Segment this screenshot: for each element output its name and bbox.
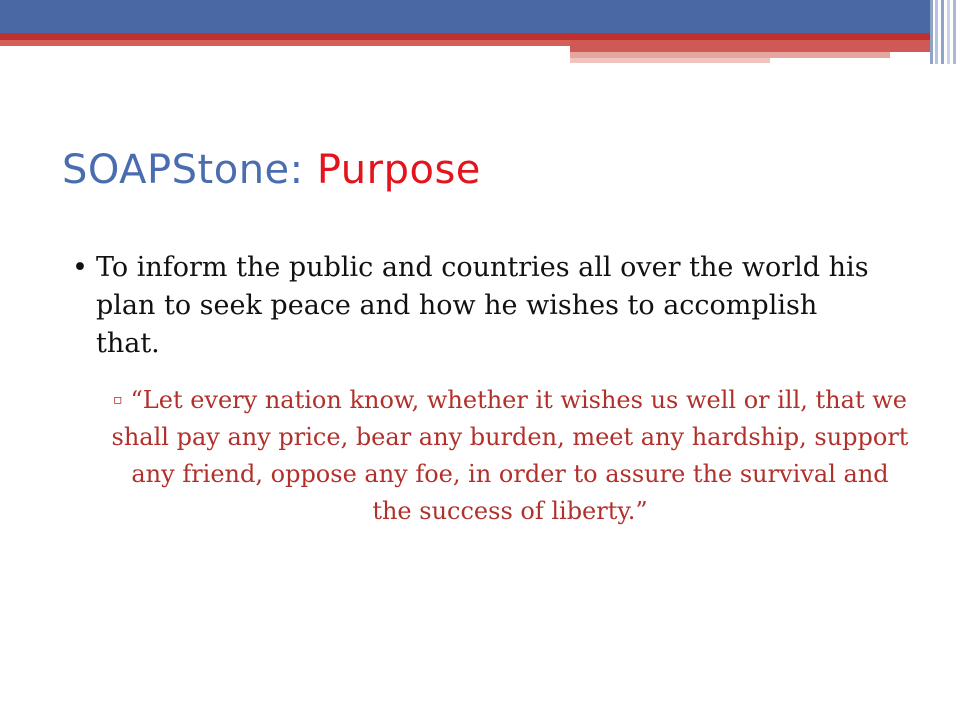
header-blue-band	[0, 0, 930, 33]
bullet-text: To inform the public and countries all over the world his plan to seek peace and how he wishes to accomplish that.	[96, 252, 869, 359]
header-stripe	[941, 0, 944, 64]
header-red-band-right	[570, 40, 930, 52]
header-stripe	[935, 0, 938, 64]
slide-title	[62, 147, 481, 193]
header-pink-band-short	[570, 58, 770, 63]
title-lead: SOAPStone:	[62, 147, 304, 193]
title-accent: Purpose	[316, 147, 481, 193]
header-stripe	[947, 0, 950, 64]
header-stripe	[953, 0, 956, 64]
quote-text: “Let every nation know, whether it wishes us well or ill, that we shall pay any price, bear any burden, meet any hardship, support any friend, oppose any foe, in order to assure the survival and the success of liberty.”	[111, 386, 909, 525]
header-red-band	[0, 33, 930, 40]
header-red-band-lower	[0, 40, 570, 46]
sub-bullet-square-icon: ▫	[113, 392, 123, 408]
bullet-item	[72, 249, 872, 363]
bullet-dot-icon: •	[72, 252, 88, 283]
header-stripe	[930, 0, 933, 64]
sub-bullet-quote	[110, 382, 910, 530]
